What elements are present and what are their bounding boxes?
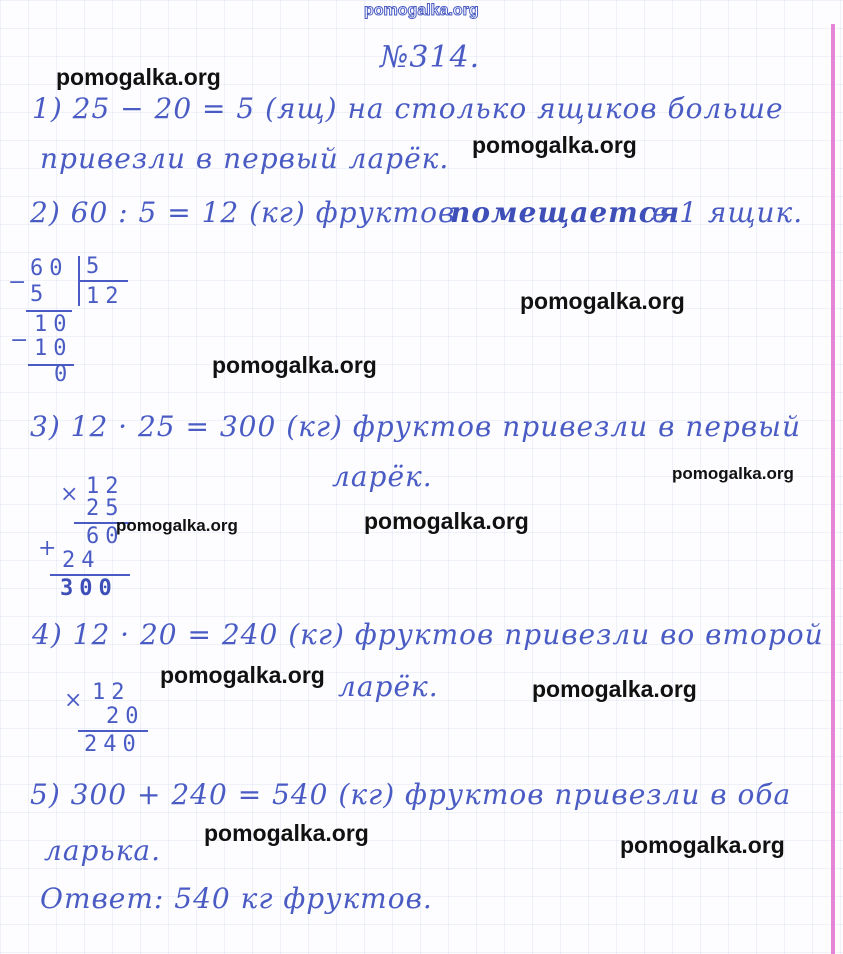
division-quotient: 12	[86, 284, 125, 309]
division-divisor: 5	[86, 254, 106, 279]
header-watermark: pomogalka.org	[364, 2, 479, 19]
division-rem-2: 0	[54, 362, 74, 387]
step-3-line-1: 3) 12 · 25 = 300 (кг) фруктов привезли в первый	[30, 410, 801, 443]
step-4-line-1: 4) 12 · 20 = 240 (кг) фруктов привезли во второй	[32, 618, 824, 651]
watermark: pomogalka.org	[116, 516, 238, 535]
watermark: pomogalka.org	[620, 832, 785, 858]
mult1-a: 12	[86, 474, 125, 499]
division-rem-1: 10	[34, 312, 73, 337]
mult2-b: 20	[106, 704, 145, 729]
watermark: pomogalka.org	[472, 132, 637, 158]
division-dividend: 60	[30, 256, 69, 281]
watermark: pomogalka.org	[204, 820, 369, 846]
division-minus-1: −	[8, 270, 28, 295]
watermark: pomogalka.org	[160, 662, 325, 688]
division-minus-2: −	[10, 328, 30, 353]
step-4-line-2: ларёк.	[338, 670, 439, 703]
mult2-a: 12	[92, 680, 131, 705]
problem-number: №314.	[380, 40, 481, 75]
watermark: pomogalka.org	[520, 288, 685, 314]
division-sub-1: 5	[30, 282, 50, 307]
step-2-line-1c: в 1 ящик.	[652, 196, 804, 229]
answer-line: Ответ: 540 кг фруктов.	[40, 882, 433, 915]
mult1-result: 300	[60, 576, 118, 601]
mult2-result: 240	[84, 732, 142, 757]
margin-line	[831, 24, 835, 954]
step-1-line-2: привезли в первый ларёк.	[40, 142, 450, 175]
watermark: pomogalka.org	[532, 676, 697, 702]
step-1-line-1: 1) 25 − 20 = 5 (ящ) на столько ящиков больше	[32, 92, 784, 125]
mult1-p1: 60	[86, 524, 125, 549]
mult1-b: 25	[86, 496, 125, 521]
watermark: pomogalka.org	[212, 352, 377, 378]
step-2-line-1a: 2) 60 : 5 = 12 (кг) фруктов	[30, 196, 456, 229]
step-2-line-1b: помещается	[450, 196, 681, 229]
mult1-sign: ×	[60, 482, 80, 507]
watermark: pomogalka.org	[364, 508, 529, 534]
step-5-line-2: ларька.	[44, 834, 162, 867]
watermark: pomogalka.org	[672, 464, 794, 483]
mult2-sign: ×	[64, 688, 84, 713]
watermark: pomogalka.org	[56, 64, 221, 90]
division-sub-2: 10	[34, 336, 73, 361]
step-3-line-2: ларёк.	[332, 460, 433, 493]
division-bar-horizontal	[80, 280, 128, 282]
mult1-p2: 24	[62, 548, 101, 573]
step-5-line-1: 5) 300 + 240 = 540 (кг) фруктов привезли в оба	[30, 778, 792, 811]
mult1-plus: +	[38, 536, 58, 561]
